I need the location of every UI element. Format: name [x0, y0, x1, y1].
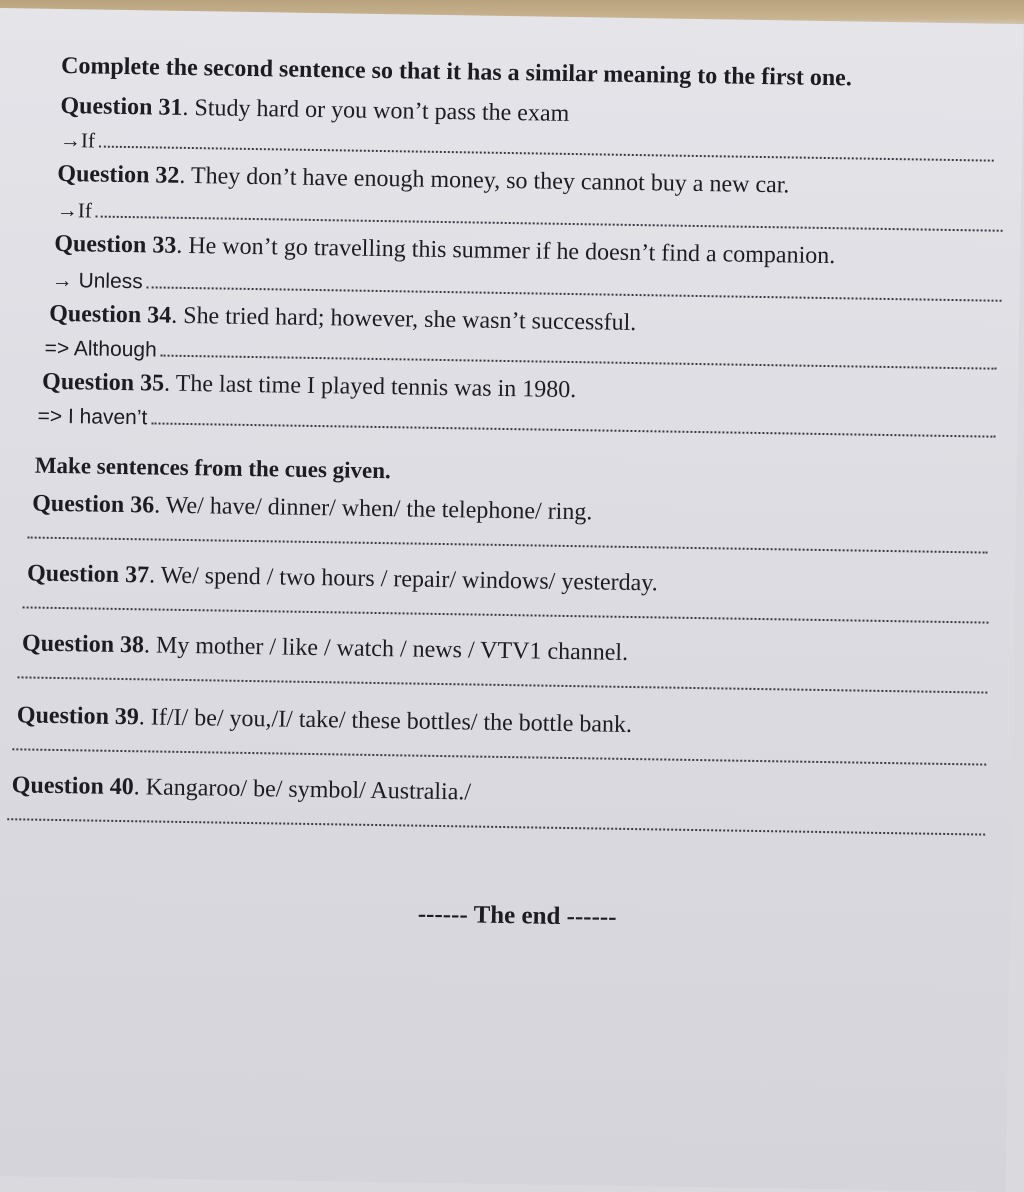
worksheet-page: [0, 8, 1024, 1192]
question-36-label: Question 36: [32, 490, 155, 519]
question-31: [60, 93, 569, 128]
answer-33-prefix: → Unless: [51, 268, 143, 294]
question-40-text: . Kangaroo/ be/ symbol/ Australia./: [133, 774, 472, 806]
answer-32-prefix: →If: [56, 197, 93, 223]
answer-36-blank[interactable]: [28, 535, 988, 554]
question-33-text: . He won’t go travelling this summer if he doesn’t find a companion.: [176, 232, 836, 270]
question-32-text: . They don’t have enough money, so they cannot buy a new car.: [179, 162, 790, 199]
question-33: [54, 231, 835, 270]
question-38-text: . My mother / like / watch / news / VTV1 channel.: [143, 632, 629, 666]
answer-39-blank[interactable]: [12, 746, 986, 765]
answer-35-blank[interactable]: [151, 404, 995, 437]
question-33-label: Question 33: [54, 230, 177, 259]
question-35-label: Question 35: [41, 368, 165, 397]
answer-line-35[interactable]: [37, 403, 995, 444]
question-34: [49, 301, 637, 337]
question-35: [42, 369, 577, 404]
answer-line-31[interactable]: [60, 127, 994, 168]
answer-33-blank[interactable]: [147, 268, 1002, 301]
section2-instruction: Make sentences from the cues given.: [34, 452, 391, 484]
question-38-label: Question 38: [21, 630, 145, 659]
question-32-label: Question 32: [57, 160, 180, 189]
question-35-text: . The last time I played tennis was in 1980.: [163, 370, 577, 404]
answer-31-blank[interactable]: [99, 128, 994, 162]
question-31-text: . Study hard or you won’t pass the exam: [182, 94, 570, 127]
answer-34-blank[interactable]: [161, 337, 997, 370]
question-39: [17, 702, 633, 739]
question-39-text: . If/I/ be/ you,/I/ take/ these bottles/ the bottle bank.: [138, 704, 633, 739]
question-31-label: Question 31: [60, 92, 183, 121]
question-36: [32, 491, 593, 527]
answer-34-prefix: => Although: [44, 336, 157, 362]
answer-35-prefix: => I haven’t: [37, 404, 148, 430]
question-39-label: Question 39: [16, 702, 140, 731]
the-end-label: ------ The end ------: [417, 900, 617, 931]
answer-38-blank[interactable]: [17, 674, 987, 693]
question-34-label: Question 34: [48, 300, 172, 329]
question-38: [22, 630, 628, 667]
question-40: [12, 772, 472, 806]
answer-line-33[interactable]: [52, 267, 1002, 308]
answer-40-blank[interactable]: [7, 816, 985, 835]
question-32: [57, 161, 789, 199]
question-37-label: Question 37: [26, 560, 150, 589]
answer-31-prefix: →If: [59, 127, 96, 153]
answer-line-34[interactable]: [44, 335, 996, 376]
question-37: [27, 560, 658, 597]
question-37-text: . We/ spend / two hours / repair/ windows/ yesterday.: [148, 562, 658, 597]
section1-instruction: Complete the second sentence so that it has a similar meaning to the first one.: [60, 52, 853, 92]
question-36-text: . We/ have/ dinner/ when/ the telephone/ ring.: [154, 492, 593, 526]
question-34-text: . She tried hard; however, she wasn’t successful.: [170, 302, 637, 337]
question-40-label: Question 40: [11, 772, 134, 801]
answer-37-blank[interactable]: [23, 604, 989, 623]
answer-line-32[interactable]: [57, 197, 1003, 238]
answer-32-blank[interactable]: [96, 198, 1003, 232]
